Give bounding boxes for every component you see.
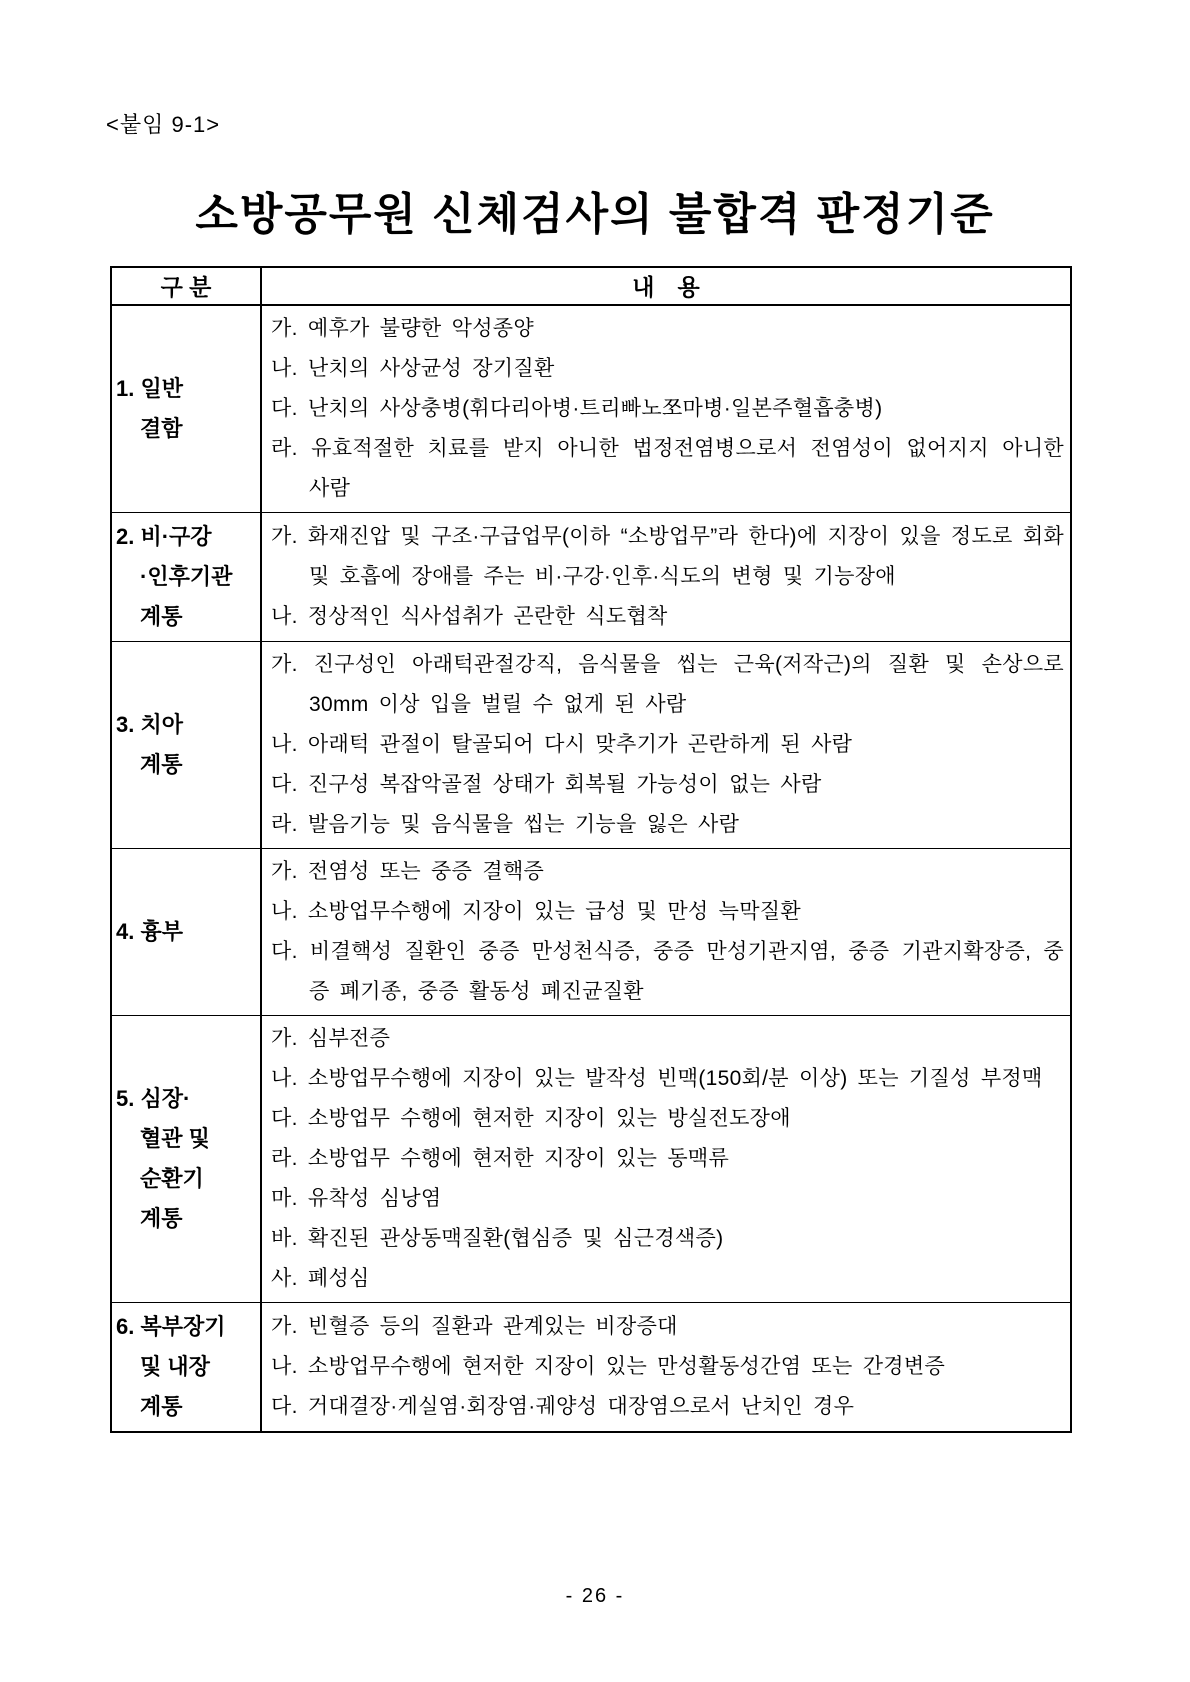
category-line: ·인후기관	[140, 564, 233, 589]
category-cell	[111, 1016, 261, 1303]
criteria-item: 가. 화재진압 및 구조·구급업무(이하 “소방업무”라 한다)에 지장이 있을 정도로 회화 및 호흡에 장애를 주는 비·구강·인후·식도의 변형 및 기능장애	[271, 525, 1064, 588]
criteria-item: 다. 난치의 사상충병(휘다리아병·트리빠노쪼마병·일본주혈흡충병)	[271, 397, 883, 420]
category-line: 계통	[140, 604, 183, 629]
criteria-item: 나. 소방업무수행에 지장이 있는 발작성 빈맥(150회/분 이상) 또는 기질성 부정맥	[271, 1067, 1043, 1090]
category-cell	[111, 513, 261, 642]
content-cell	[261, 642, 1071, 849]
criteria-item: 나. 소방업무수행에 현저한 지장이 있는 만성활동성간염 또는 간경변증	[271, 1355, 946, 1378]
table-row	[111, 1016, 1071, 1303]
criteria-item: 라. 유효적절한 치료를 받지 아니한 법정전염병으로서 전염성이 없어지지 아니한 사람	[271, 437, 1064, 500]
category-line: 6. 복부장기	[116, 1314, 226, 1339]
content-cell	[261, 849, 1071, 1016]
criteria-item: 라. 발음기능 및 음식물을 씹는 기능을 잃은 사람	[271, 813, 740, 836]
category-line: 계통	[140, 1206, 183, 1231]
category-line: 결함	[140, 416, 183, 441]
column-header-category: 구 분	[111, 267, 261, 305]
table-row	[111, 305, 1071, 513]
criteria-item: 다. 소방업무 수행에 현저한 지장이 있는 방실전도장애	[271, 1107, 791, 1130]
criteria-table	[110, 266, 1072, 1433]
criteria-item: 다. 진구성 복잡악골절 상태가 회복될 가능성이 없는 사람	[271, 773, 822, 796]
category-line: 3. 치아	[116, 712, 183, 737]
content-cell	[261, 305, 1071, 513]
category-line: 5. 심장·	[116, 1086, 191, 1111]
criteria-item: 가. 심부전증	[271, 1027, 391, 1050]
column-header-content: 내 용	[261, 267, 1071, 305]
page-number: - 26 -	[565, 1585, 625, 1607]
table-row	[111, 1303, 1071, 1433]
criteria-item: 가. 전염성 또는 중증 결핵증	[271, 860, 545, 883]
category-cell	[111, 849, 261, 1016]
content-cell	[261, 1016, 1071, 1303]
table-header-row	[111, 267, 1071, 305]
criteria-item: 사. 폐성심	[271, 1267, 370, 1290]
criteria-item: 가. 진구성인 아래턱관절강직, 음식물을 씹는 근육(저작근)의 질환 및 손상으로 30mm 이상 입을 벌릴 수 없게 된 사람	[271, 653, 1064, 716]
table-row	[111, 513, 1071, 642]
criteria-item: 라. 소방업무 수행에 현저한 지장이 있는 동맥류	[271, 1147, 730, 1170]
category-line: 계통	[140, 752, 183, 777]
table-row	[111, 642, 1071, 849]
category-line: 순환기	[140, 1166, 204, 1191]
criteria-item: 마. 유착성 심낭염	[271, 1187, 442, 1210]
content-cell	[261, 1303, 1071, 1433]
criteria-item: 바. 확진된 관상동맥질환(협심증 및 심근경색증)	[271, 1227, 724, 1250]
category-cell	[111, 1303, 261, 1433]
category-line: 2. 비·구강	[116, 524, 212, 549]
table-row	[111, 849, 1071, 1016]
criteria-item: 나. 정상적인 식사섭취가 곤란한 식도협착	[271, 605, 668, 628]
category-line: 혈관 및	[140, 1126, 210, 1151]
content-cell	[261, 513, 1071, 642]
criteria-item: 나. 아래턱 관절이 탈골되어 다시 맞추기가 곤란하게 된 사람	[271, 733, 853, 756]
category-line: 1. 일반	[116, 376, 183, 401]
criteria-item: 다. 거대결장·게실염·회장염·궤양성 대장염으로서 난치인 경우	[271, 1395, 855, 1418]
category-line: 4. 흉부	[116, 919, 183, 944]
criteria-item: 나. 소방업무수행에 지장이 있는 급성 및 만성 늑막질환	[271, 900, 801, 923]
category-line: 계통	[140, 1394, 183, 1419]
page-title: 소방공무원 신체검사의 불합격 판정기준	[195, 190, 995, 239]
category-line: 및 내장	[140, 1354, 210, 1379]
table-body	[111, 305, 1071, 1432]
category-cell	[111, 305, 261, 513]
category-cell	[111, 642, 261, 849]
criteria-item: 가. 예후가 불량한 악성종양	[271, 317, 534, 340]
attachment-label: <붙임 9-1>	[106, 112, 221, 137]
criteria-item: 다. 비결핵성 질환인 중증 만성천식증, 중증 만성기관지염, 중증 기관지확장증, 중증 폐기종, 중증 활동성 폐진균질환	[271, 940, 1064, 1003]
criteria-item: 나. 난치의 사상균성 장기질환	[271, 357, 555, 380]
criteria-item: 가. 빈혈증 등의 질환과 관계있는 비장증대	[271, 1315, 678, 1338]
